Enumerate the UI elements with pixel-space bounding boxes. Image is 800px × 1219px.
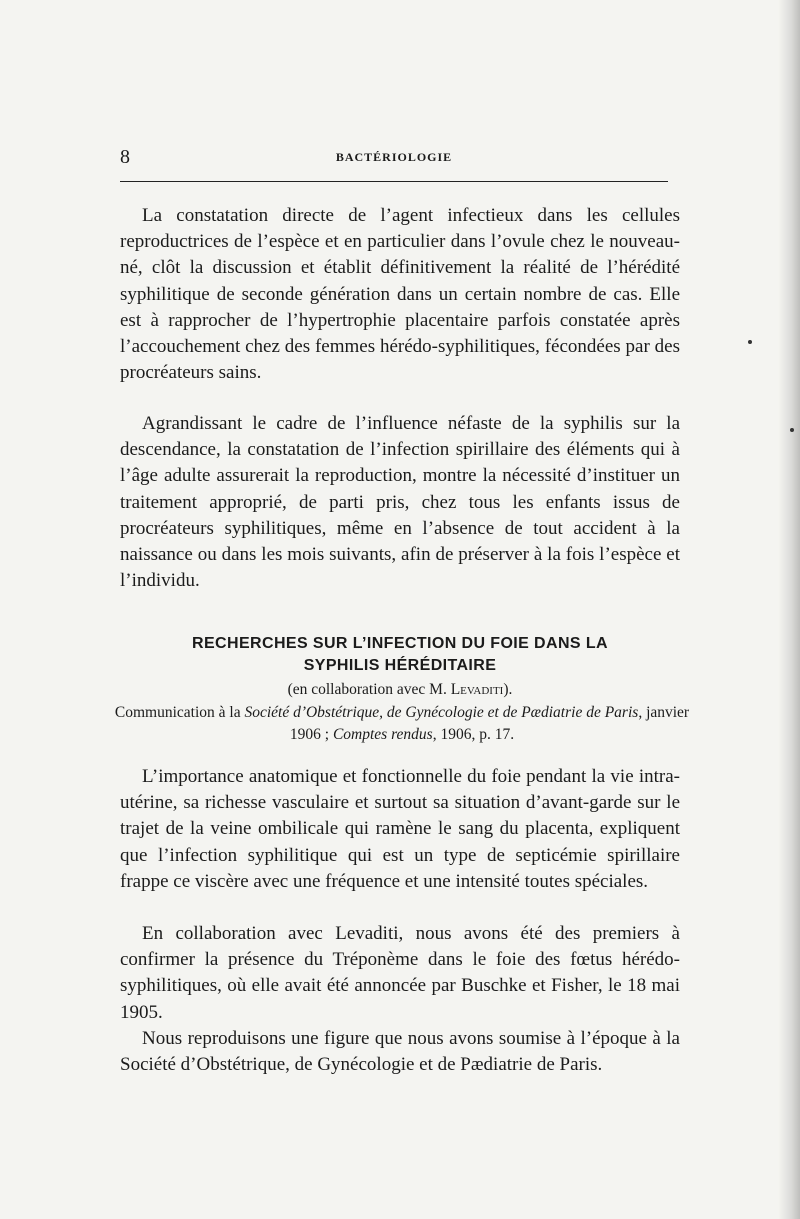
communication-prefix: Communication à la: [114, 704, 241, 721]
body-paragraph: En collaboration avec Levaditi, nous avons été des premiers à confirmer la présence du Tréponème dans le foie des fœtus hérédo-syphilitiques, où elle avait été annoncée par Buschke et Fisher, le 18 mai 1905.: [120, 923, 680, 1023]
communication-date: , janvier 1906 ;: [289, 704, 690, 743]
page-header: [120, 146, 668, 170]
running-title: BACTÉRIOLOGIE: [335, 150, 453, 164]
print-speck: [748, 340, 752, 344]
communication-society: Société d’Obstétrique, de Gynécologie et de Pædiatrie de Paris: [244, 704, 639, 721]
section-heading: [120, 633, 680, 677]
page-number: 8: [120, 146, 130, 168]
collab-name: Levaditi: [450, 681, 504, 698]
header-rule: [120, 181, 668, 182]
section-heading-line2: SYPHILIS HÉRÉDITAIRE: [303, 657, 497, 674]
communication-reference: [110, 702, 694, 746]
body-paragraph: L’importance anatomique et fonctionnelle du foie pendant la vie intra-utérine, sa richesse vasculaire et surtout sa situation d’avant-garde sur le trajet de la veine ombilicale qui ramène le sang du placenta, expliquent que l’infection syphilitique qui est un type de septicémie spirillaire frappe ce viscère avec une fréquence et une intensité toutes spéciales.: [120, 766, 680, 892]
body-paragraph: Nous reproduisons une figure que nous avons soumise à l’époque à la Société d’Obstétrique, de Gynécologie et de Pædiatrie de Paris.: [120, 1028, 680, 1076]
collaboration-note: [120, 680, 680, 700]
section-heading-line1: RECHERCHES SUR L’INFECTION DU FOIE DANS LA: [192, 635, 608, 652]
print-speck: [790, 428, 794, 432]
page-edge-shadow: [778, 0, 800, 1219]
body-paragraph: Agrandissant le cadre de l’influence néfaste de la syphilis sur la descendance, la constatation de l’infection spirillaire des éléments qui à l’âge adulte assurerait la reproduction, montre la nécessité d’instituer un traitement approprié, de parti pris, chez tous les enfants issus de procréateurs syphilitiques, même en l’absence de tout accident à la naissance ou dans les mois suivants, afin de préserver à la fois l’espèce et l’individu.: [120, 413, 680, 592]
collab-prefix: (en collaboration avec M.: [287, 681, 447, 698]
collab-suffix: ).: [503, 681, 513, 698]
communication-journal: Comptes rendus: [332, 726, 433, 743]
body-paragraph: La constatation directe de l’agent infectieux dans les cellules reproductrices de l’espèce et en particulier dans l’ovule chez le nouveau-né, clôt la discussion et établit définitivement la réalité de l’hérédité syphilitique de seconde génération dans un certain nombre de cas. Elle est à rapprocher de l’hypertrophie placentaire parfois constatée après l’accouchement chez des femmes hérédo-syphilitiques, fécondées par des procréateurs sains.: [120, 205, 680, 384]
communication-ref: , 1906, p. 17.: [432, 726, 515, 743]
